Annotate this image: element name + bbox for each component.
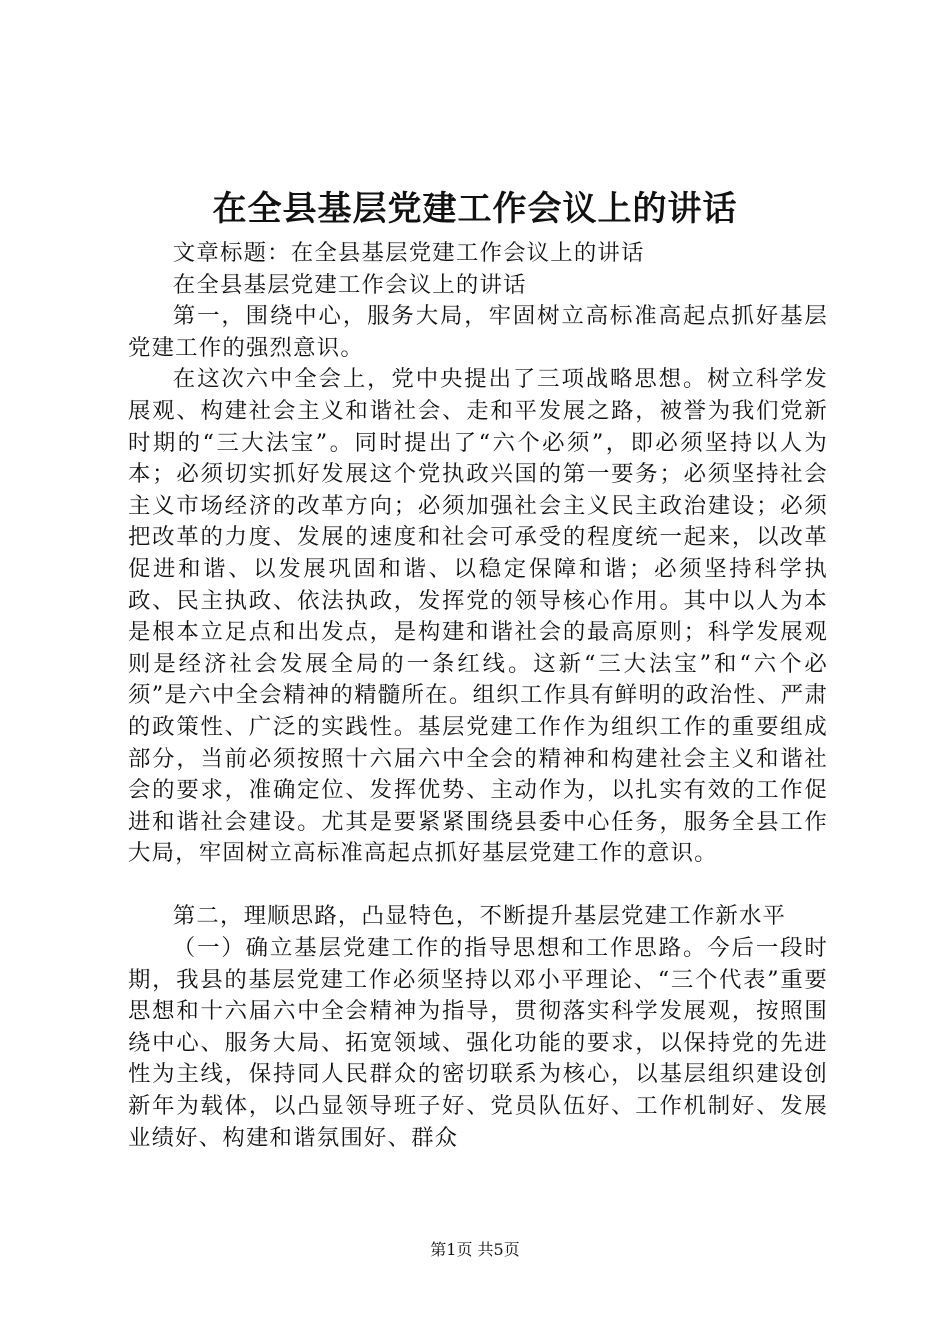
document-title: 在全县基层党建工作会议上的讲话: [212, 189, 738, 229]
section-two-heading: 第二，理顺思路，凸显特色，不断提升基层党建工作新水平: [172, 903, 787, 930]
article-title-line: 文章标题：在全县基层党建工作会议上的讲话: [172, 240, 645, 266]
page-number-footer: 第1页 共5页: [430, 1240, 520, 1259]
section-two-item-one: （一）确立基层党建工作的指导思想和工作思路。今后一段时期，我县的基层党建工作必须坚持以邓小平理论、“三个代表”重要思想和十六届六中全会精神为指导，贯彻落实科学发展观，按照围绕中心、服务大局、拓宽领域、强化功能的要求，以保持党的先进性为主线，保持同人民群众的密切联系为核心，以基层组织建设创新年为载体，以凸显领导班子好、党员队伍好、工作机制好、发展业绩好、构建和谐氛围好、群众: [128, 935, 828, 1151]
document-body: [128, 238, 828, 1154]
section-one-body: 在这次六中全会上，党中央提出了三项战略思想。树立科学发展观、构建社会主义和谐社会、走和平发展之路，被誉为我们党新时期的“三大法宝”。同时提出了“六个必须”，即必须坚持以人为本；必须切实抓好发展这个党执政兴国的第一要务；必须坚持社会主义市场经济的改革方向；必须加强社会主义民主政治建设；必须把改革的力度、发展的速度和社会可承受的程度统一起来，以改革促进和谐、以发展巩固和谐、以稳定保障和谐；必须坚持科学执政、民主执政、依法执政，发挥党的领导核心作用。其中以人为本是根本立足点和出发点，是构建和谐社会的最高原则；科学发展观则是经济社会发展全局的一条红线。这新“三大法宝”和“六个必须”是六中全会精神的精髓所在。组织工作具有鲜明的政治性、严肃的政策性、广泛的实践性。基层党建工作作为组织工作的重要组成部分，当前必须按照十六届六中全会的精神和构建社会主义和谐社会的要求，准确定位、发挥优势、主动作为，以扎实有效的工作促进和谐社会建设。尤其是要紧紧围绕县委中心任务，服务全县工作大局，牢固树立高标准高起点抓好基层党建工作的意识。: [128, 366, 828, 867]
section-one-heading: 第一，围绕中心，服务大局，牢固树立高标准高起点抓好基层党建工作的强烈意识。: [128, 303, 828, 361]
speech-title-line: 在全县基层党建工作会议上的讲话: [172, 271, 527, 298]
